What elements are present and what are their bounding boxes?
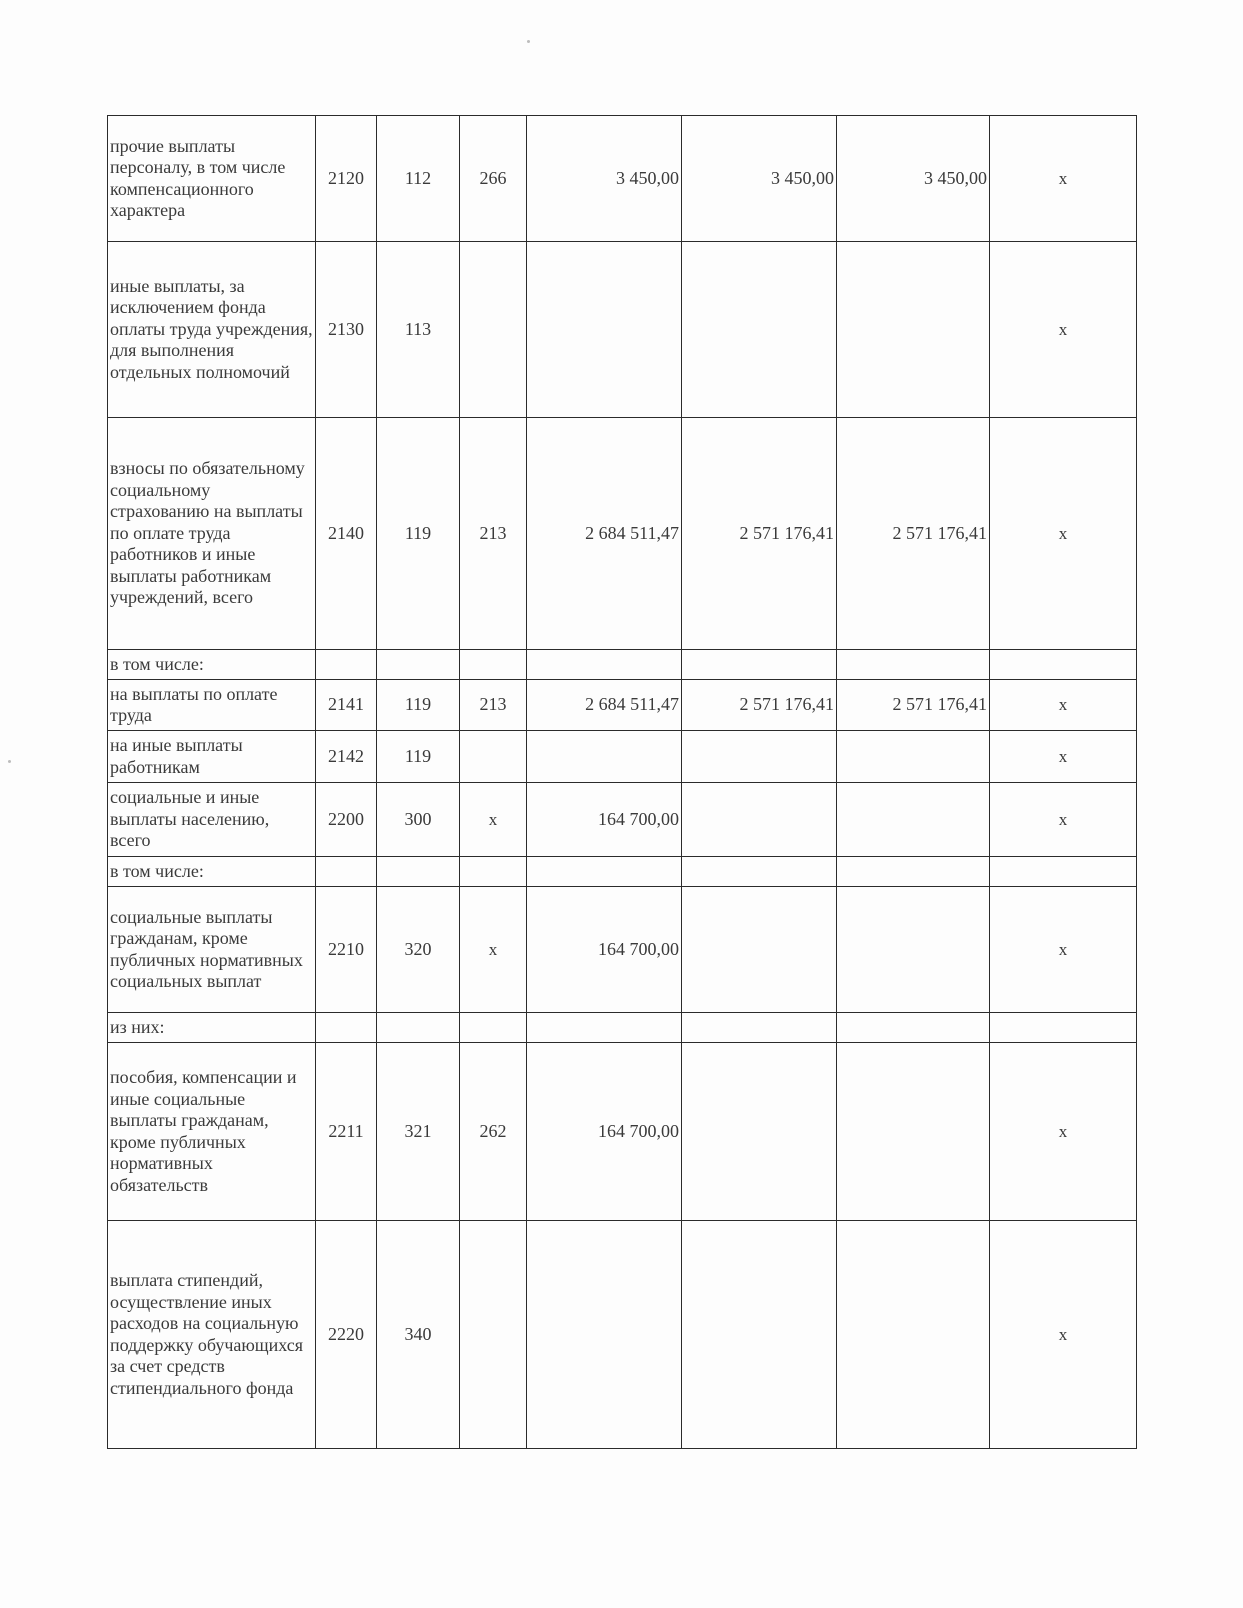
row-kvr-cell: 113 <box>377 242 460 418</box>
table-row <box>108 887 1137 1013</box>
row-amount-cell <box>682 1013 837 1043</box>
row-kosgu-cell <box>460 242 527 418</box>
row-kosgu-cell: x <box>460 887 527 1013</box>
row-code-cell: 2210 <box>316 887 377 1013</box>
row-amount-cell: 2 684 511,47 <box>527 680 682 731</box>
table-row <box>108 650 1137 680</box>
row-x-cell <box>990 650 1137 680</box>
row-name-cell: социальные и иные выплаты населению, всего <box>108 783 316 857</box>
row-amount-cell: 164 700,00 <box>527 1043 682 1221</box>
row-kosgu-cell <box>460 731 527 783</box>
row-x-cell <box>990 857 1137 887</box>
row-kosgu-cell <box>460 857 527 887</box>
row-code-cell: 2211 <box>316 1043 377 1221</box>
row-kvr-cell <box>377 1013 460 1043</box>
row-name-cell: прочие выплаты персоналу, в том числе компенсационного характера <box>108 116 316 242</box>
row-x-cell: x <box>990 1221 1137 1449</box>
row-name-cell: выплата стипендий, осуществление иных расходов на социальную поддержку обучающихся за счет средств стипендиального фонда <box>108 1221 316 1449</box>
row-amount-cell <box>682 887 837 1013</box>
row-amount-cell: 2 571 176,41 <box>682 680 837 731</box>
row-amount-cell: 2 684 511,47 <box>527 418 682 650</box>
row-x-cell: x <box>990 1043 1137 1221</box>
row-name-cell: на выплаты по оплате труда <box>108 680 316 731</box>
table-body <box>108 116 1137 1449</box>
row-amount-cell <box>682 857 837 887</box>
row-name-cell: иные выплаты, за исключением фонда оплаты труда учреждения, для выполнения отдельных полномочий <box>108 242 316 418</box>
row-amount-cell <box>837 650 990 680</box>
table-row <box>108 1043 1137 1221</box>
row-amount-cell: 3 450,00 <box>527 116 682 242</box>
row-amount-cell <box>837 1043 990 1221</box>
row-x-cell: x <box>990 116 1137 242</box>
scan-speck <box>527 40 530 43</box>
row-amount-cell <box>682 731 837 783</box>
row-x-cell: x <box>990 783 1137 857</box>
row-name-cell: в том числе: <box>108 650 316 680</box>
table-row <box>108 680 1137 731</box>
row-amount-cell <box>837 731 990 783</box>
row-amount-cell <box>527 857 682 887</box>
row-kosgu-cell <box>460 650 527 680</box>
row-amount-cell <box>682 650 837 680</box>
row-code-cell: 2130 <box>316 242 377 418</box>
row-amount-cell: 3 450,00 <box>837 116 990 242</box>
row-code-cell: 2141 <box>316 680 377 731</box>
row-kosgu-cell: 213 <box>460 418 527 650</box>
row-name-cell: пособия, компенсации и иные социальные выплаты гражданам, кроме публичных нормативных обязательств <box>108 1043 316 1221</box>
row-kvr-cell <box>377 650 460 680</box>
row-kvr-cell: 320 <box>377 887 460 1013</box>
table-row <box>108 116 1137 242</box>
row-code-cell: 2142 <box>316 731 377 783</box>
row-name-cell: на иные выплаты работникам <box>108 731 316 783</box>
row-amount-cell <box>682 783 837 857</box>
scan-speck <box>8 760 11 763</box>
row-amount-cell <box>527 1013 682 1043</box>
row-amount-cell <box>837 242 990 418</box>
row-amount-cell <box>682 1221 837 1449</box>
row-amount-cell <box>837 1221 990 1449</box>
row-amount-cell: 2 571 176,41 <box>837 680 990 731</box>
row-kosgu-cell: 213 <box>460 680 527 731</box>
row-code-cell: 2220 <box>316 1221 377 1449</box>
row-amount-cell <box>527 1221 682 1449</box>
row-x-cell: x <box>990 731 1137 783</box>
row-kvr-cell: 300 <box>377 783 460 857</box>
row-x-cell: x <box>990 887 1137 1013</box>
table-row <box>108 731 1137 783</box>
row-amount-cell <box>837 783 990 857</box>
row-kvr-cell: 119 <box>377 418 460 650</box>
row-amount-cell: 164 700,00 <box>527 887 682 1013</box>
row-kvr-cell <box>377 857 460 887</box>
table-row <box>108 783 1137 857</box>
row-amount-cell: 2 571 176,41 <box>682 418 837 650</box>
row-x-cell: x <box>990 242 1137 418</box>
row-code-cell <box>316 650 377 680</box>
row-amount-cell <box>837 1013 990 1043</box>
row-kosgu-cell <box>460 1013 527 1043</box>
row-amount-cell <box>682 242 837 418</box>
row-amount-cell: 3 450,00 <box>682 116 837 242</box>
row-kosgu-cell: x <box>460 783 527 857</box>
row-amount-cell: 164 700,00 <box>527 783 682 857</box>
row-kosgu-cell: 266 <box>460 116 527 242</box>
row-amount-cell <box>527 650 682 680</box>
row-name-cell: социальные выплаты гражданам, кроме публичных нормативных социальных выплат <box>108 887 316 1013</box>
row-kosgu-cell <box>460 1221 527 1449</box>
row-x-cell <box>990 1013 1137 1043</box>
row-kosgu-cell: 262 <box>460 1043 527 1221</box>
row-amount-cell: 2 571 176,41 <box>837 418 990 650</box>
row-kvr-cell: 321 <box>377 1043 460 1221</box>
row-code-cell <box>316 1013 377 1043</box>
expenses-table <box>107 115 1137 1449</box>
table-row <box>108 1221 1137 1449</box>
row-amount-cell <box>837 857 990 887</box>
row-name-cell: из них: <box>108 1013 316 1043</box>
row-code-cell <box>316 857 377 887</box>
row-x-cell: x <box>990 418 1137 650</box>
row-kvr-cell: 119 <box>377 731 460 783</box>
row-name-cell: в том числе: <box>108 857 316 887</box>
row-name-cell: взносы по обязательному социальному страхованию на выплаты по оплате труда работников и иные выплаты работникам учреждений, всего <box>108 418 316 650</box>
row-amount-cell <box>527 242 682 418</box>
row-code-cell: 2120 <box>316 116 377 242</box>
row-kvr-cell: 340 <box>377 1221 460 1449</box>
row-kvr-cell: 112 <box>377 116 460 242</box>
table-row <box>108 242 1137 418</box>
row-kvr-cell: 119 <box>377 680 460 731</box>
row-code-cell: 2140 <box>316 418 377 650</box>
row-amount-cell <box>837 887 990 1013</box>
row-x-cell: x <box>990 680 1137 731</box>
row-code-cell: 2200 <box>316 783 377 857</box>
table-row <box>108 857 1137 887</box>
table-row <box>108 1013 1137 1043</box>
table-row <box>108 418 1137 650</box>
row-amount-cell <box>527 731 682 783</box>
row-amount-cell <box>682 1043 837 1221</box>
